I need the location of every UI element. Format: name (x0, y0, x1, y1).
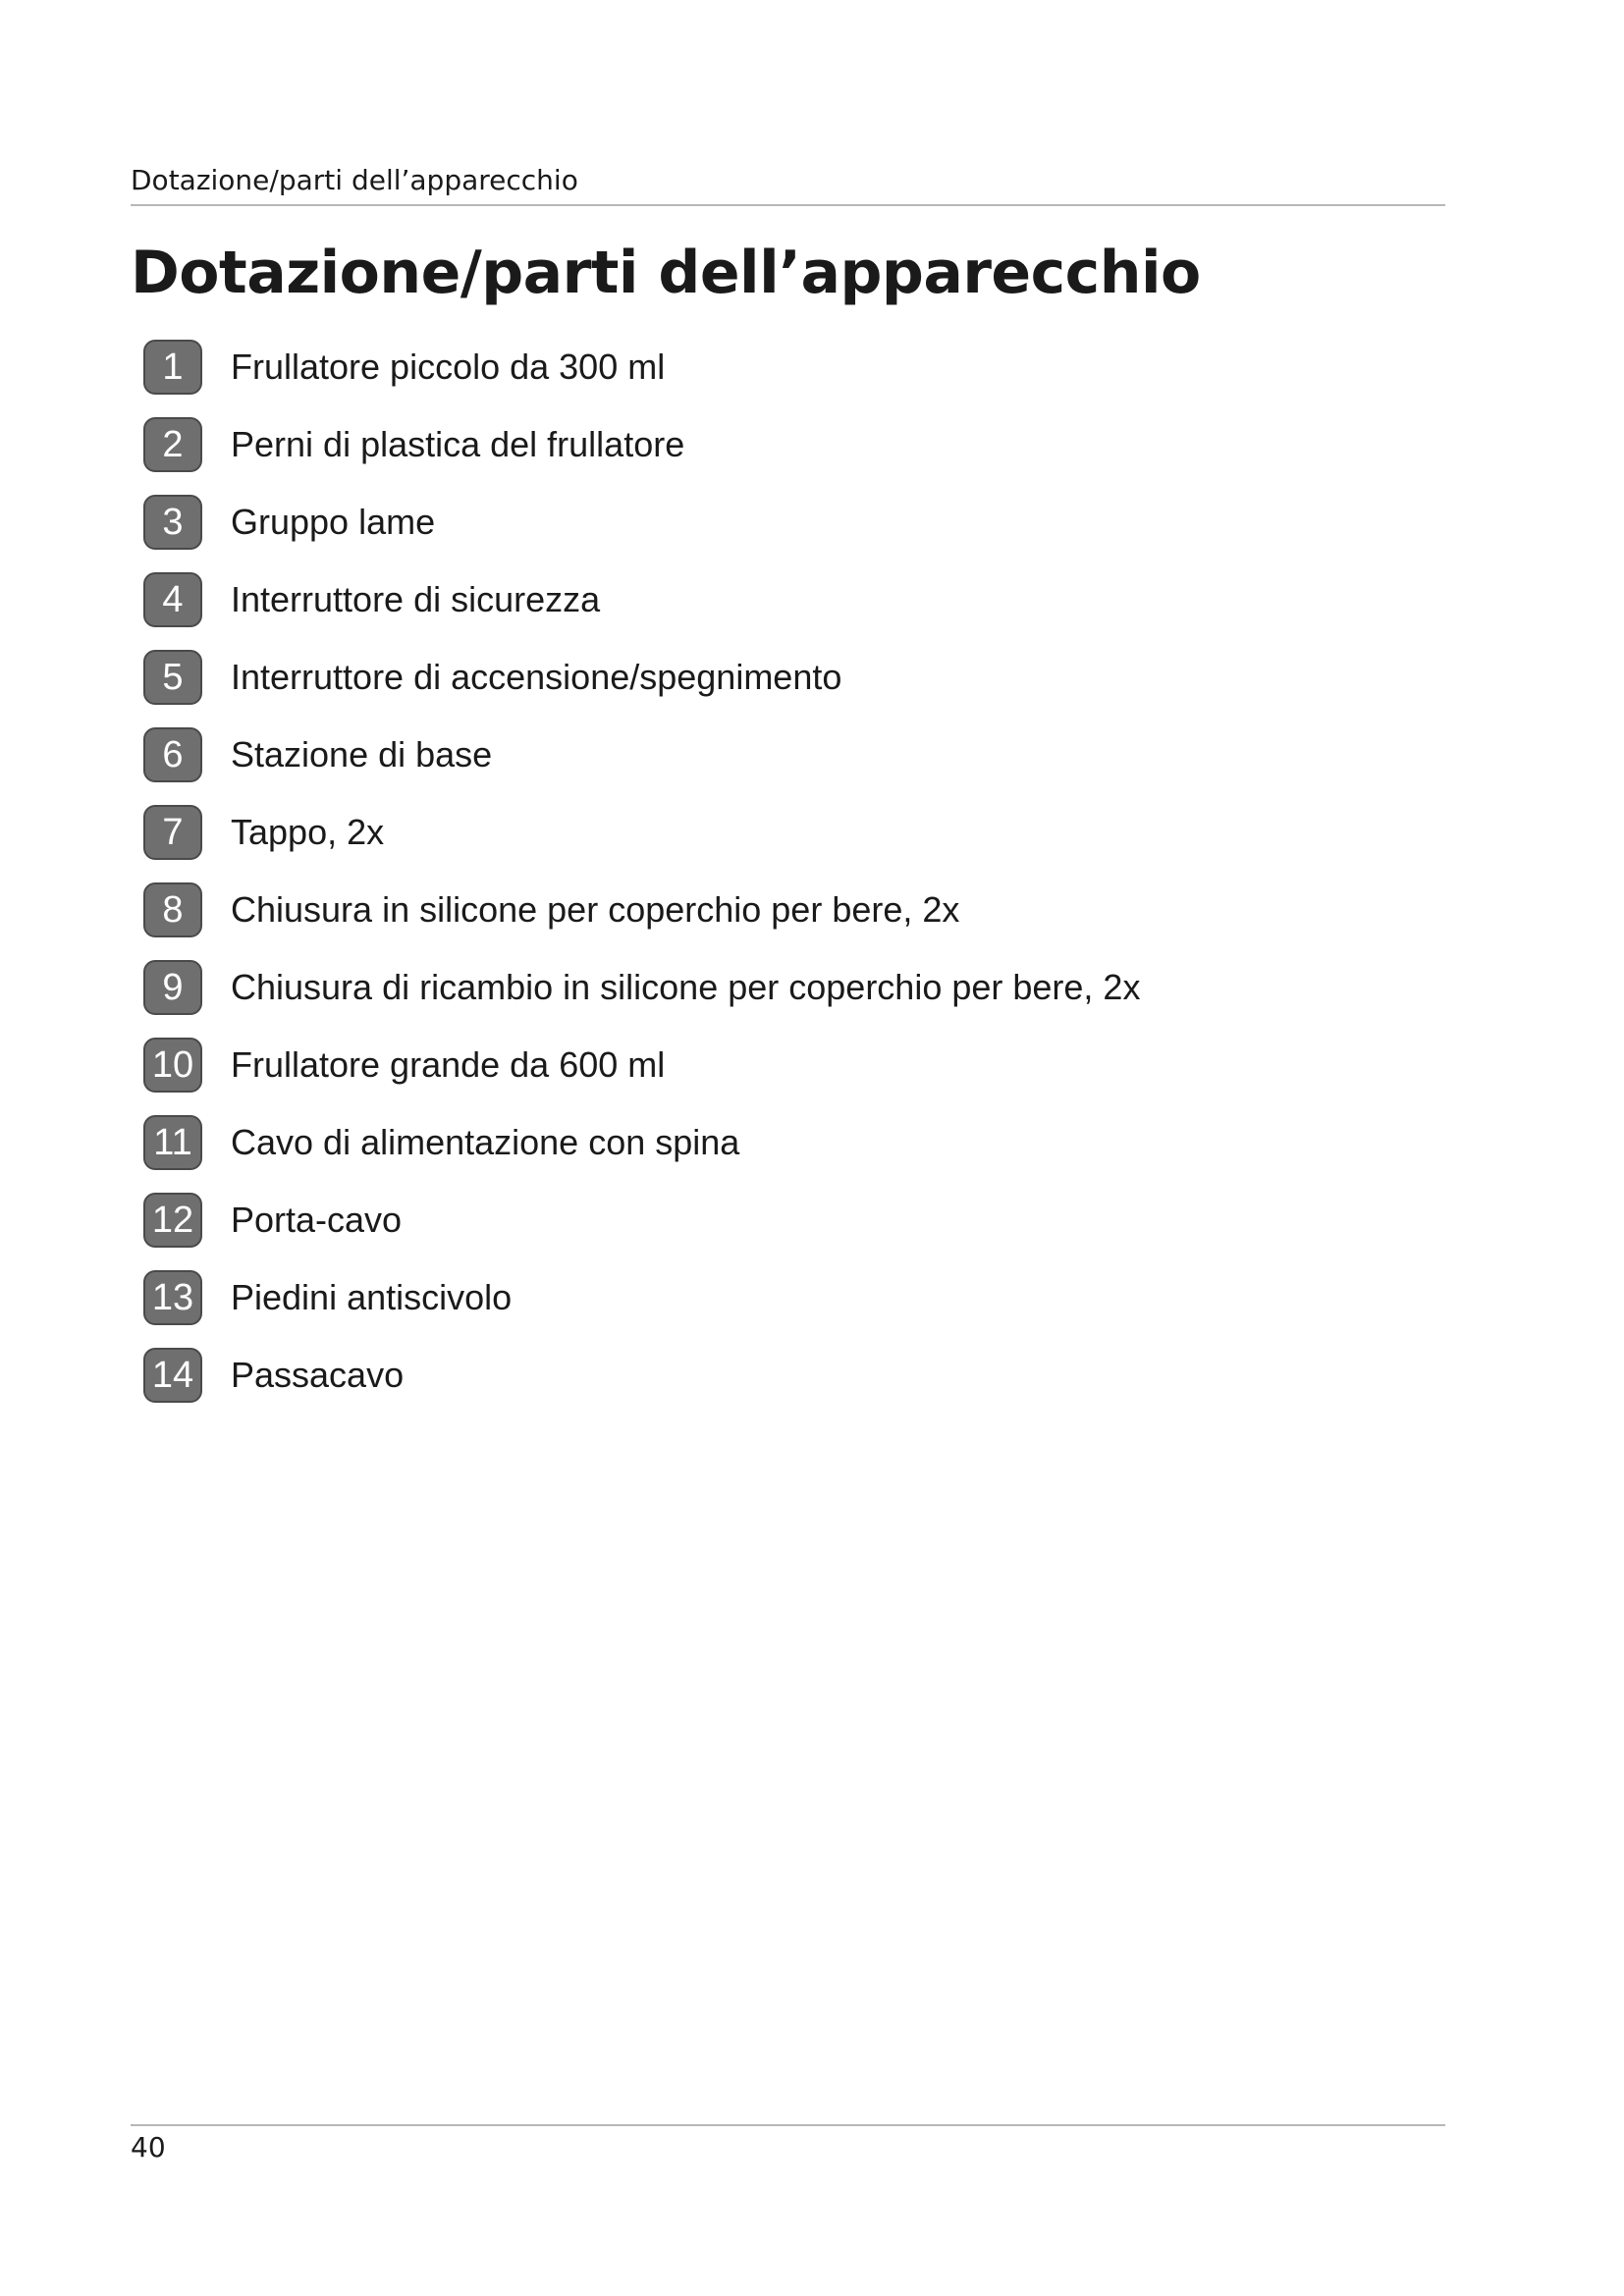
part-label: Chiusura di ricambio in silicone per coperchio per bere, 2x (231, 966, 1141, 1007)
part-number-badge: 8 (143, 882, 202, 937)
part-number-badge: 9 (143, 960, 202, 1015)
part-item-12 (143, 1181, 1140, 1258)
part-label: Chiusura in silicone per coperchio per bere, 2x (231, 888, 960, 930)
part-label: Frullatore piccolo da 300 ml (231, 346, 666, 387)
part-number-badge: 11 (143, 1115, 202, 1170)
part-label: Interruttore di sicurezza (231, 578, 601, 619)
part-label: Stazione di base (231, 733, 493, 774)
part-label: Tappo, 2x (231, 811, 385, 852)
part-label: Gruppo lame (231, 501, 436, 542)
page-number: 40 (131, 2131, 166, 2163)
part-item-5 (143, 638, 1140, 716)
part-number-badge: 13 (143, 1270, 202, 1325)
part-number-badge: 6 (143, 727, 202, 782)
footer-divider (131, 2124, 1445, 2126)
part-item-4 (143, 561, 1140, 638)
part-item-9 (143, 948, 1140, 1026)
part-item-10 (143, 1026, 1140, 1103)
part-label: Interruttore di accensione/spegnimento (231, 656, 842, 697)
part-number-badge: 14 (143, 1348, 202, 1403)
part-number-badge: 7 (143, 805, 202, 860)
part-number-badge: 3 (143, 495, 202, 550)
part-number-badge: 12 (143, 1193, 202, 1248)
header-divider (131, 204, 1445, 206)
part-label: Porta-cavo (231, 1199, 403, 1240)
part-number-badge: 5 (143, 650, 202, 705)
part-item-2 (143, 405, 1140, 483)
part-item-11 (143, 1103, 1140, 1181)
running-header: Dotazione/parti dell’apparecchio (131, 164, 578, 196)
part-item-8 (143, 871, 1140, 948)
part-label: Perni di plastica del frullatore (231, 423, 685, 464)
part-label: Cavo di alimentazione con spina (231, 1121, 740, 1162)
part-item-3 (143, 483, 1140, 561)
part-number-badge: 10 (143, 1038, 202, 1093)
part-label: Piedini antiscivolo (231, 1276, 513, 1317)
part-label: Passacavo (231, 1354, 405, 1395)
part-item-14 (143, 1336, 1140, 1414)
part-number-badge: 4 (143, 572, 202, 627)
part-item-7 (143, 793, 1140, 871)
part-number-badge: 2 (143, 417, 202, 472)
part-label: Frullatore grande da 600 ml (231, 1043, 666, 1085)
part-item-13 (143, 1258, 1140, 1336)
parts-list (143, 328, 1140, 1414)
part-item-1 (143, 328, 1140, 405)
part-number-badge: 1 (143, 340, 202, 395)
page-title: Dotazione/parti dell’apparecchio (131, 239, 1201, 307)
part-item-6 (143, 716, 1140, 793)
